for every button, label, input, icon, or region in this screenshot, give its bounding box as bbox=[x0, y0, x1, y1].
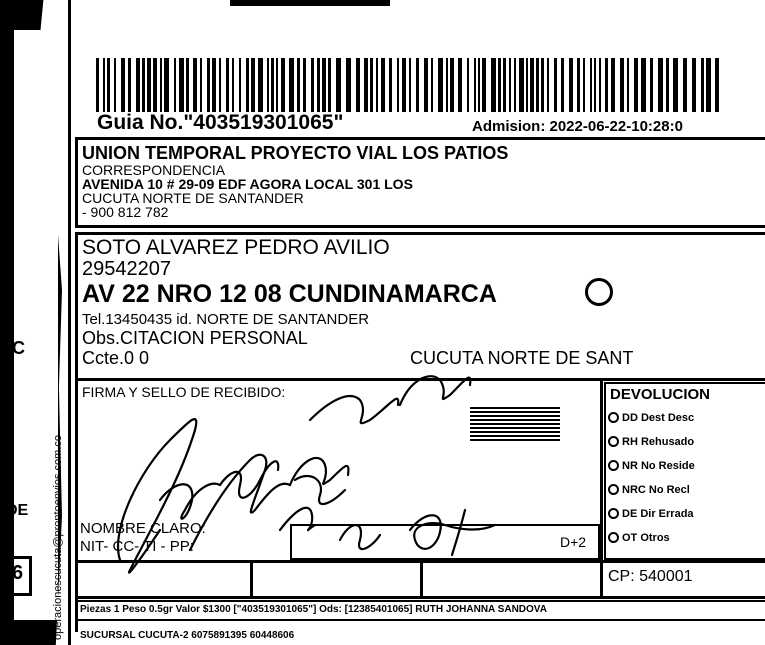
barcode-bar bbox=[212, 58, 216, 112]
barcode-bar bbox=[114, 58, 116, 112]
devolucion-option-nrc[interactable]: NRC No Recl bbox=[608, 478, 695, 502]
barcode-bar bbox=[627, 58, 629, 112]
barcode-bar bbox=[692, 58, 696, 112]
barcode-bar bbox=[458, 58, 462, 112]
barcode-bar bbox=[701, 58, 704, 112]
devolucion-option-rh[interactable]: RH Rehusado bbox=[608, 430, 695, 454]
barcode-bar bbox=[402, 58, 406, 112]
sender-name: UNION TEMPORAL PROYECTO VIAL LOS PATIOS bbox=[82, 143, 509, 163]
barcode-bar bbox=[147, 58, 151, 112]
barcode-bar bbox=[634, 58, 638, 112]
barcode-bar bbox=[561, 58, 564, 112]
barcode-bar bbox=[673, 58, 678, 112]
barcode-bar bbox=[547, 58, 549, 112]
barcode-bar bbox=[409, 58, 411, 112]
barcode-bar bbox=[577, 58, 580, 112]
barcode-bar bbox=[364, 58, 368, 112]
recipient-id: 29542207 bbox=[82, 258, 171, 280]
barcode-bar bbox=[397, 58, 399, 112]
barcode-bar bbox=[186, 58, 189, 112]
left-mark-6: 6 bbox=[12, 562, 24, 584]
barcode-bar bbox=[239, 58, 241, 112]
barcode-bar bbox=[179, 58, 184, 112]
barcode-bar bbox=[536, 58, 539, 112]
date-box-label: D+2 bbox=[560, 534, 587, 550]
barcode-bar bbox=[289, 58, 294, 112]
barcode-bar bbox=[446, 58, 448, 112]
recipient-ccte: Ccte.0 0 bbox=[82, 348, 150, 368]
barcode-bar bbox=[381, 58, 385, 112]
barcode-bar bbox=[438, 58, 443, 112]
barcode-bar bbox=[370, 58, 373, 112]
barcode-bar bbox=[246, 58, 249, 112]
address-circle-mark bbox=[585, 278, 613, 306]
left-border-line bbox=[68, 0, 71, 645]
recipient-address: AV 22 NRO 12 08 CUNDINAMARCA bbox=[82, 280, 497, 308]
barcode-bar bbox=[583, 58, 585, 112]
barcode-bar bbox=[416, 58, 419, 112]
barcode-bar bbox=[328, 58, 331, 112]
barcode-bar bbox=[297, 58, 300, 112]
barcode-bar bbox=[389, 58, 392, 112]
recipient-tel: Tel.13450435 id. NORTE DE SANTANDER bbox=[82, 311, 370, 328]
barcode-bar bbox=[605, 58, 608, 112]
left-mark-c: C bbox=[12, 338, 25, 358]
barcode-bar bbox=[103, 58, 105, 112]
barcode-bar bbox=[514, 58, 516, 112]
devolucion-option-de[interactable]: DE Dir Errada bbox=[608, 502, 695, 526]
barcode-bar bbox=[530, 58, 534, 112]
redaction-mark bbox=[470, 405, 560, 441]
barcode-bar bbox=[271, 58, 274, 112]
barcode-bar bbox=[526, 58, 528, 112]
devolucion-option-nr[interactable]: NR No Reside bbox=[608, 454, 695, 478]
barcode-bar bbox=[267, 58, 269, 112]
barcode-bar bbox=[174, 58, 176, 112]
recipient-name: SOTO ALVAREZ PEDRO AVILIO bbox=[82, 236, 390, 259]
barcode-bar bbox=[594, 58, 596, 112]
sender-line1: CORRESPONDENCIA bbox=[82, 162, 226, 178]
receipt-name-label: NOMBRE CLARO: bbox=[80, 520, 206, 537]
barcode-bar bbox=[346, 58, 351, 112]
postal-code: CP: 540001 bbox=[608, 568, 693, 585]
barcode-bar bbox=[153, 58, 157, 112]
left-mark-de: DE bbox=[6, 502, 29, 519]
barcode-bar bbox=[356, 58, 360, 112]
admission-date: Admision: 2022-06-22-10:28:0 bbox=[472, 118, 683, 135]
barcode-bar bbox=[450, 58, 454, 112]
footer-line1: Piezas 1 Peso 0.5gr Valor $1300 ["403519301065"] Ods: [12385401065] RUTH JOHANNA SANDOVA bbox=[80, 604, 547, 615]
recipient-obs: Obs.CITACION PERSONAL bbox=[82, 328, 308, 348]
receipt-signature-label: FIRMA Y SELLO DE RECIBIDO: bbox=[82, 384, 286, 400]
barcode-bar bbox=[207, 58, 210, 112]
barcode-bar bbox=[121, 58, 125, 112]
devolucion-options bbox=[608, 406, 695, 550]
barcode-bar bbox=[474, 58, 476, 112]
barcode-bar bbox=[200, 58, 202, 112]
barcode-bar bbox=[706, 58, 711, 112]
barcode-bar bbox=[142, 58, 145, 112]
barcode-bar bbox=[482, 58, 486, 112]
barcode-bar bbox=[666, 58, 669, 112]
date-box[interactable] bbox=[290, 524, 600, 560]
barcode-bar bbox=[478, 58, 480, 112]
barcode-bar bbox=[164, 58, 169, 112]
barcode-bar bbox=[424, 58, 428, 112]
barcode-bar bbox=[611, 58, 615, 112]
barcode-bar bbox=[232, 58, 234, 112]
barcode-bar bbox=[311, 58, 314, 112]
barcode-bar bbox=[503, 58, 506, 112]
barcode-bar bbox=[554, 58, 557, 112]
barcode-bar bbox=[715, 58, 719, 112]
barcode-bar bbox=[219, 58, 221, 112]
barcode-bar bbox=[599, 58, 601, 112]
top-strip bbox=[230, 0, 390, 6]
barcode-bar bbox=[541, 58, 544, 112]
barcode-bar bbox=[683, 58, 687, 112]
devolucion-title: DEVOLUCION bbox=[610, 386, 711, 403]
barcode-bar bbox=[519, 58, 524, 112]
barcode-bar bbox=[658, 58, 663, 112]
barcode bbox=[96, 58, 722, 112]
barcode-bar bbox=[136, 58, 140, 112]
barcode-bar bbox=[258, 58, 263, 112]
barcode-bar bbox=[128, 58, 131, 112]
barcode-bar bbox=[650, 58, 653, 112]
barcode-bar bbox=[193, 58, 197, 112]
side-email: operacionescucuta@prontoenvios.com.co bbox=[52, 434, 64, 640]
barcode-bar bbox=[303, 58, 306, 112]
recipient-city: CUCUTA NORTE DE SANT bbox=[410, 348, 634, 368]
sender-line3: CUCUTA NORTE DE SANTANDER bbox=[82, 190, 304, 206]
barcode-bar bbox=[107, 58, 110, 112]
barcode-bar bbox=[491, 58, 496, 112]
barcode-bar bbox=[160, 58, 162, 112]
barcode-bar bbox=[336, 58, 341, 112]
barcode-bar bbox=[276, 58, 278, 112]
barcode-bar bbox=[590, 58, 592, 112]
barcode-bar bbox=[620, 58, 624, 112]
sender-line2: AVENIDA 10 # 29-09 EDF AGORA LOCAL 301 LOS bbox=[82, 176, 413, 192]
footer-line2: SUCURSAL CUCUTA-2 6075891395 60448606 bbox=[80, 630, 295, 641]
barcode-bar bbox=[317, 58, 320, 112]
barcode-bar bbox=[376, 58, 378, 112]
barcode-bar bbox=[498, 58, 501, 112]
barcode-bar bbox=[281, 58, 285, 112]
barcode-bar bbox=[322, 58, 326, 112]
sender-details bbox=[82, 163, 413, 219]
barcode-bar bbox=[569, 58, 573, 112]
barcode-bar bbox=[431, 58, 433, 112]
sender-line4: - 900 812 782 bbox=[82, 204, 169, 220]
barcode-bar bbox=[509, 58, 511, 112]
devolucion-option-ot[interactable]: OT Otros bbox=[608, 526, 695, 550]
receipt-id-label: NIT- CC- TI - PP: bbox=[80, 538, 194, 555]
guide-number: Guia No."403519301065" bbox=[97, 111, 344, 134]
barcode-bar bbox=[467, 58, 469, 112]
barcode-bar bbox=[641, 58, 646, 112]
barcode-bar bbox=[96, 58, 99, 112]
barcode-bar bbox=[226, 58, 229, 112]
devolucion-option-dd[interactable]: DD Dest Desc bbox=[608, 406, 695, 430]
barcode-bar bbox=[251, 58, 255, 112]
